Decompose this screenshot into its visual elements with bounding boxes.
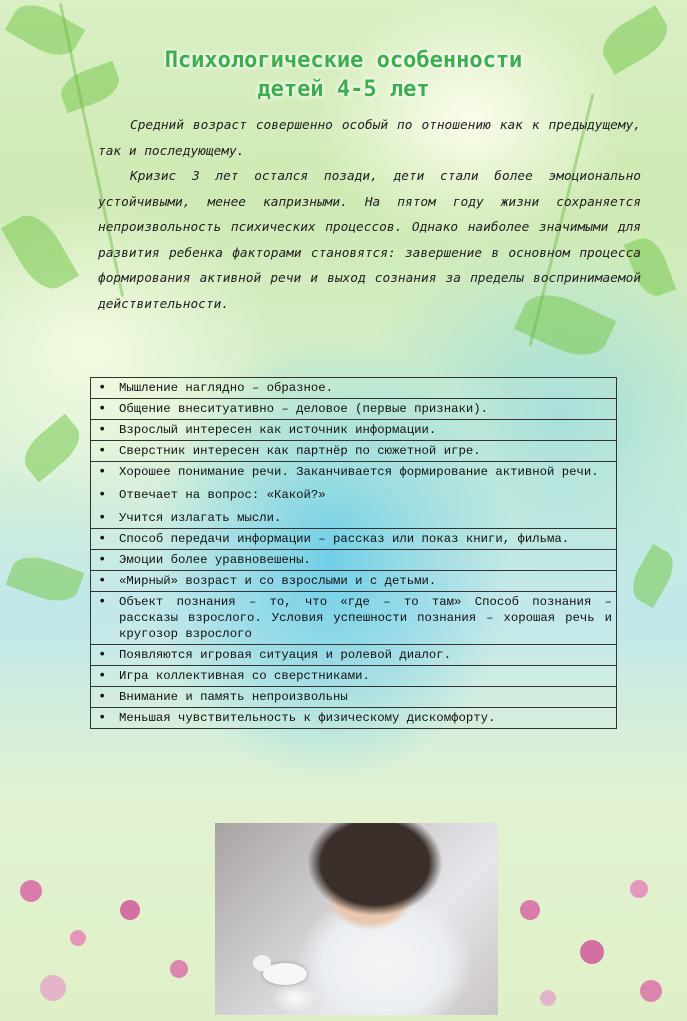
list-item: • Появляются игровая ситуация и ролевой диалог. bbox=[119, 647, 612, 663]
table-cell bbox=[91, 399, 617, 420]
features-table-body bbox=[91, 378, 617, 729]
intro-paragraph-2: Кризис 3 лет остался позади, дети стали более эмоционально устойчивыми, менее капризными. На пятом году жизни сохраняется непроизвольность психических процессов. Однако наиболее значимыми для развития ребенка факторами становятся: завершение в основном процесса формирования активной речи и выход сознания за пределы воспринимаемой действительности. bbox=[98, 169, 641, 312]
list-item: • Хорошее понимание речи. Заканчивается формирование активной речи. bbox=[119, 464, 612, 480]
list-item: • Меньшая чувствительность к физическому дискомфорту. bbox=[119, 710, 612, 726]
features-table bbox=[90, 377, 617, 729]
table-row bbox=[91, 529, 617, 550]
list-item: • Общение внеситуативно – деловое (первые признаки). bbox=[119, 401, 612, 417]
table-row bbox=[91, 666, 617, 687]
table-row bbox=[91, 378, 617, 399]
table-cell bbox=[91, 571, 617, 592]
intro-paragraph-1: Средний возраст совершенно особый по отношению как к предыдущему, так и последующему. bbox=[98, 118, 641, 159]
table-row bbox=[91, 420, 617, 441]
child-with-kitten-photo bbox=[215, 823, 498, 1015]
table-cell bbox=[91, 592, 617, 645]
table-row bbox=[91, 645, 617, 666]
list-item: • Объект познания – то, что «где – то там» Способ познания – рассказы взрослого. Условия успешности познания – хорошая речь и кругозор взрослого bbox=[119, 594, 612, 642]
flower-decoration bbox=[580, 940, 604, 964]
table-row bbox=[91, 441, 617, 462]
table-cell bbox=[91, 420, 617, 441]
table-row bbox=[91, 687, 617, 708]
table-row bbox=[91, 462, 617, 529]
flower-decoration bbox=[640, 980, 662, 1002]
flower-decoration bbox=[520, 900, 540, 920]
table-cell bbox=[91, 708, 617, 729]
kitten-illustration bbox=[263, 963, 307, 985]
leaf-decoration bbox=[625, 544, 681, 608]
flower-decoration bbox=[20, 880, 42, 902]
leaf-decoration bbox=[6, 549, 85, 609]
leaf-decoration bbox=[16, 414, 88, 483]
list-item: • Игра коллективная со сверстниками. bbox=[119, 668, 612, 684]
table-cell bbox=[91, 666, 617, 687]
table-cell bbox=[91, 529, 617, 550]
table-cell bbox=[91, 550, 617, 571]
leaf-decoration bbox=[1, 206, 79, 297]
flower-decoration bbox=[540, 990, 556, 1006]
flower-decoration bbox=[170, 960, 188, 978]
table-cell bbox=[91, 462, 617, 529]
flower-decoration bbox=[70, 930, 86, 946]
page-title bbox=[0, 46, 687, 104]
flower-decoration bbox=[120, 900, 140, 920]
list-item: • Внимание и память непроизвольны bbox=[119, 689, 612, 705]
table-cell bbox=[91, 687, 617, 708]
title-line-2: детей 4-5 лет bbox=[257, 77, 430, 102]
table-row bbox=[91, 550, 617, 571]
list-item: • Взрослый интересен как источник информации. bbox=[119, 422, 612, 438]
table-cell bbox=[91, 645, 617, 666]
table-row bbox=[91, 708, 617, 729]
title-line-1: Психологические особенности bbox=[164, 48, 523, 73]
flower-decoration bbox=[40, 975, 66, 1001]
flower-decoration bbox=[630, 880, 648, 898]
list-item: • Учится излагать мысли. bbox=[119, 510, 612, 526]
list-item: • Отвечает на вопрос: «Какой?» bbox=[119, 487, 612, 503]
table-row bbox=[91, 399, 617, 420]
list-item: • Способ передачи информации – рассказ или показ книги, фильма. bbox=[119, 531, 612, 547]
table-row bbox=[91, 592, 617, 645]
intro-text bbox=[98, 113, 641, 317]
table-cell bbox=[91, 441, 617, 462]
table-cell bbox=[91, 378, 617, 399]
list-item: • Сверстник интересен как партнёр по сюжетной игре. bbox=[119, 443, 612, 459]
list-item: • «Мирный» возраст и со взрослыми и с детьми. bbox=[119, 573, 612, 589]
table-row bbox=[91, 571, 617, 592]
list-item: • Эмоции более уравновешены. bbox=[119, 552, 612, 568]
list-item: • Мышление наглядно – образное. bbox=[119, 380, 612, 396]
